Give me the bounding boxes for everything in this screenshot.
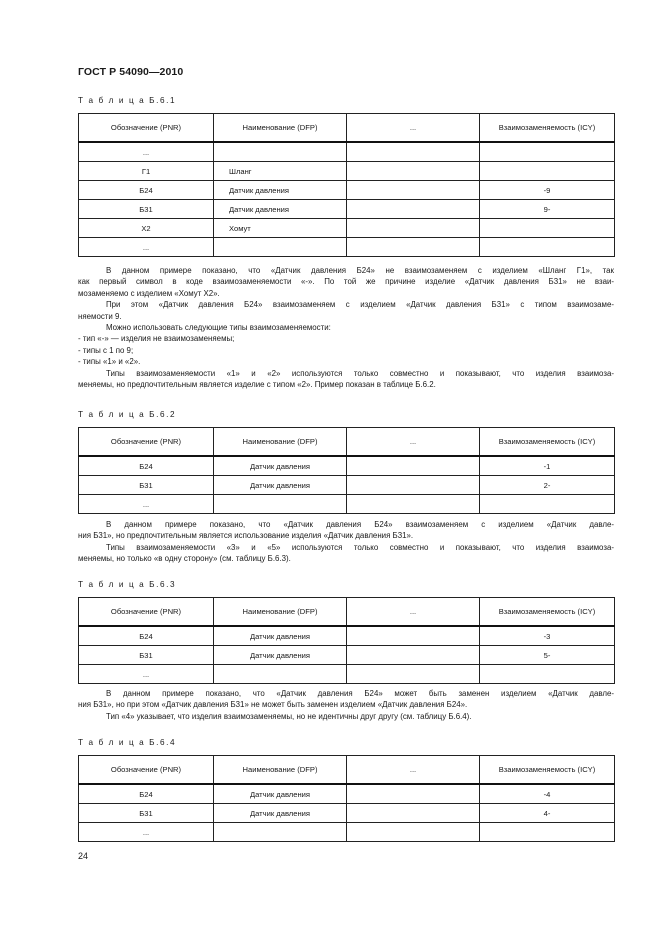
table-row xyxy=(79,804,615,823)
cell-ellipsis xyxy=(347,823,480,842)
table-caption: Т а б л и ц а Б.6.3 xyxy=(78,580,177,589)
cell-dfp: Датчик давления xyxy=(214,456,347,476)
cell-pnr: Б24 xyxy=(79,456,214,476)
table-b64 xyxy=(78,755,615,842)
table-row xyxy=(79,238,615,257)
cell-dfp: Датчик давления xyxy=(214,200,347,219)
explanation-text-2 xyxy=(78,519,614,565)
table-row xyxy=(79,646,615,665)
column-header-icy: Взаимозаменяемость (ICY) xyxy=(480,428,615,457)
page-number: 24 xyxy=(78,851,89,861)
cell-pnr: ... xyxy=(79,665,214,684)
document-header: ГОСТ Р 54090—2010 xyxy=(78,66,184,78)
cell-ellipsis xyxy=(347,456,480,476)
paragraph-line: Можно использовать следующие типы взаимозаменяемости: xyxy=(106,323,331,333)
cell-dfp xyxy=(214,823,347,842)
cell-dfp: Датчик давления xyxy=(214,784,347,804)
paragraph-line: При этом «Датчик давления Б24» взаимозаменяем с изделием «Датчик давления Б31» с типом взаимозаме- xyxy=(106,300,614,310)
table-row xyxy=(79,200,615,219)
cell-ellipsis xyxy=(347,665,480,684)
cell-ellipsis xyxy=(347,200,480,219)
table-row xyxy=(79,823,615,842)
cell-icy xyxy=(480,142,615,162)
explanation-text-1 xyxy=(78,265,614,390)
paragraph-line: меняемы, но только «в одну сторону» (см. таблицу Б.6.3). xyxy=(78,554,291,564)
cell-dfp: Шланг xyxy=(214,162,347,181)
paragraph-line: как первый символ в коде взаимозаменяемости «-». По той же причине изделие «Датчик давления Б31» не взаи- xyxy=(78,277,614,287)
paragraph-line: Тип «4» указывает, что изделия взаимозаменяемы, но не идентичны друг другу (см. таблицу Б.6.4). xyxy=(106,711,472,721)
table-caption: Т а б л и ц а Б.6.4 xyxy=(78,738,177,747)
table-row xyxy=(79,665,615,684)
table-header-row xyxy=(79,428,615,457)
paragraph-line: Типы взаимозаменяемости «1» и «2» используются только совместно и показывают, что изделия взаимоза- xyxy=(106,368,614,378)
table-row xyxy=(79,784,615,804)
cell-dfp: Датчик давления xyxy=(214,476,347,495)
paragraph-line: ния Б31», но предпочтительным является использование изделия «Датчик давления Б31». xyxy=(78,531,414,541)
cell-pnr: Б31 xyxy=(79,476,214,495)
paragraph-line: мозаменяемо с изделием «Хомут Х2». xyxy=(78,288,220,298)
cell-ellipsis xyxy=(347,142,480,162)
cell-icy xyxy=(480,238,615,257)
table-caption: Т а б л и ц а Б.6.1 xyxy=(78,96,177,105)
table-row xyxy=(79,495,615,514)
cell-pnr: ... xyxy=(79,238,214,257)
column-header-dfp: Наименование (DFP) xyxy=(214,756,347,785)
cell-icy: 4- xyxy=(480,804,615,823)
table-b61 xyxy=(78,113,615,257)
table-row xyxy=(79,219,615,238)
list-item: - типы «1» и «2». xyxy=(78,357,141,367)
cell-icy xyxy=(480,162,615,181)
table-b62 xyxy=(78,427,615,514)
column-header-icy: Взаимозаменяемость (ICY) xyxy=(480,114,615,143)
cell-pnr: Б24 xyxy=(79,181,214,200)
cell-pnr: Х2 xyxy=(79,219,214,238)
paragraph-line: няемости 9. xyxy=(78,311,122,321)
column-header-ellipsis: ... xyxy=(347,598,480,627)
cell-dfp xyxy=(214,238,347,257)
cell-icy xyxy=(480,219,615,238)
cell-pnr: Б31 xyxy=(79,804,214,823)
column-header-dfp: Наименование (DFP) xyxy=(214,428,347,457)
cell-pnr: ... xyxy=(79,495,214,514)
paragraph-line: Типы взаимозаменяемости «3» и «5» используются только совместно и показывают, что изделия взаимоза- xyxy=(106,542,614,552)
column-header-dfp: Наименование (DFP) xyxy=(214,114,347,143)
cell-pnr: Б31 xyxy=(79,646,214,665)
cell-icy xyxy=(480,823,615,842)
paragraph-line: В данном примере показано, что «Датчик давления Б24» взаимозаменяем с изделием «Датчик давле- xyxy=(106,520,614,529)
table-row xyxy=(79,142,615,162)
cell-pnr: Г1 xyxy=(79,162,214,181)
table-header-row xyxy=(79,598,615,627)
table-caption: Т а б л и ц а Б.6.2 xyxy=(78,410,177,419)
column-header-dfp: Наименование (DFP) xyxy=(214,598,347,627)
paragraph-line: В данном примере показано, что «Датчик давления Б24» не взаимозаменяем с изделием «Шланг Г1», так xyxy=(106,266,614,275)
cell-icy: 5- xyxy=(480,646,615,665)
table-b63 xyxy=(78,597,615,684)
cell-pnr: ... xyxy=(79,823,214,842)
table-row xyxy=(79,476,615,495)
table-row xyxy=(79,626,615,646)
cell-ellipsis xyxy=(347,495,480,514)
list-item: - типы с 1 по 9; xyxy=(78,345,134,355)
cell-pnr: Б24 xyxy=(79,626,214,646)
cell-dfp: Хомут xyxy=(214,219,347,238)
paragraph-line: В данном примере показано, что «Датчик давления Б24» может быть заменен изделием «Датчик давле- xyxy=(106,689,614,698)
cell-dfp: Датчик давления xyxy=(214,181,347,200)
table-header-row xyxy=(79,114,615,143)
paragraph-line: ния Б31», но при этом «Датчик давления Б31» не может быть заменен изделием «Датчик давления Б24». xyxy=(78,700,468,710)
cell-ellipsis xyxy=(347,626,480,646)
cell-pnr: Б31 xyxy=(79,200,214,219)
column-header-ellipsis: ... xyxy=(347,428,480,457)
cell-pnr: ... xyxy=(79,142,214,162)
column-header-pnr: Обозначение (PNR) xyxy=(79,114,214,143)
table-row xyxy=(79,456,615,476)
cell-icy: 9- xyxy=(480,200,615,219)
column-header-pnr: Обозначение (PNR) xyxy=(79,598,214,627)
paragraph-line: меняемы, но предпочтительным является изделие с типом «2». Пример показан в таблице Б.6.2. xyxy=(78,380,436,390)
cell-ellipsis xyxy=(347,804,480,823)
cell-dfp: Датчик давления xyxy=(214,804,347,823)
cell-pnr: Б24 xyxy=(79,784,214,804)
cell-ellipsis xyxy=(347,238,480,257)
cell-ellipsis xyxy=(347,162,480,181)
column-header-icy: Взаимозаменяемость (ICY) xyxy=(480,756,615,785)
cell-icy xyxy=(480,495,615,514)
column-header-ellipsis: ... xyxy=(347,756,480,785)
column-header-icy: Взаимозаменяемость (ICY) xyxy=(480,598,615,627)
cell-ellipsis xyxy=(347,476,480,495)
cell-icy: -9 xyxy=(480,181,615,200)
cell-dfp xyxy=(214,495,347,514)
column-header-ellipsis: ... xyxy=(347,114,480,143)
cell-dfp xyxy=(214,142,347,162)
cell-icy xyxy=(480,665,615,684)
cell-dfp xyxy=(214,665,347,684)
explanation-text-3 xyxy=(78,688,614,722)
cell-icy: -3 xyxy=(480,626,615,646)
table-row xyxy=(79,162,615,181)
cell-icy: -4 xyxy=(480,784,615,804)
cell-ellipsis xyxy=(347,784,480,804)
cell-ellipsis xyxy=(347,219,480,238)
list-item: - тип «-» — изделия не взаимозаменяемы; xyxy=(78,334,235,344)
cell-icy: 2- xyxy=(480,476,615,495)
cell-icy: -1 xyxy=(480,456,615,476)
cell-ellipsis xyxy=(347,646,480,665)
cell-ellipsis xyxy=(347,181,480,200)
cell-dfp: Датчик давления xyxy=(214,626,347,646)
column-header-pnr: Обозначение (PNR) xyxy=(79,428,214,457)
table-row xyxy=(79,181,615,200)
table-header-row xyxy=(79,756,615,785)
column-header-pnr: Обозначение (PNR) xyxy=(79,756,214,785)
cell-dfp: Датчик давления xyxy=(214,646,347,665)
